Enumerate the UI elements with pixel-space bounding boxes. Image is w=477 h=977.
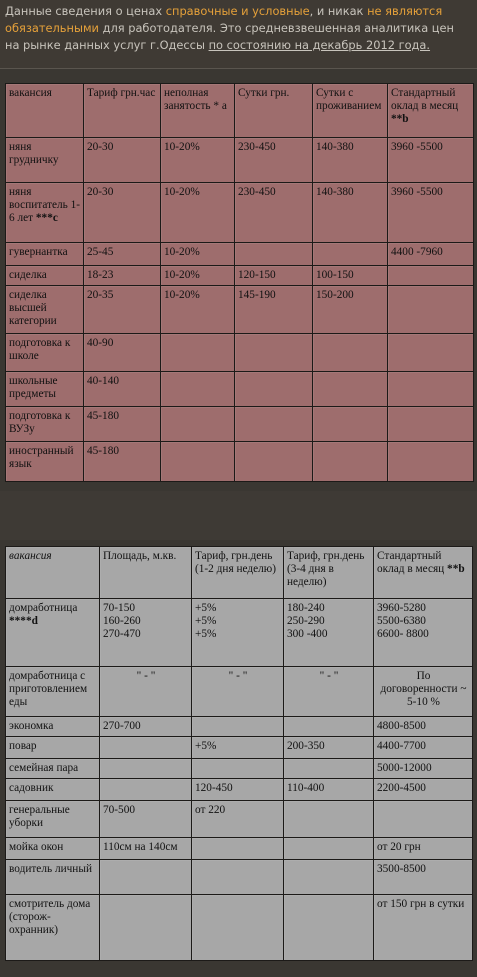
row-label-cell: семейная пара	[6, 759, 100, 779]
table-cell	[284, 759, 374, 779]
intro-part-1: Данные сведения о ценах	[5, 4, 166, 18]
table-cell: 10-20%	[161, 266, 235, 286]
table-row	[6, 717, 473, 737]
table-cell: 10-20%	[161, 183, 235, 243]
table-cell	[100, 895, 192, 961]
table-cell: 3960 -5500	[388, 138, 474, 183]
table-row	[6, 286, 474, 334]
table-cell: 145-190	[235, 286, 313, 334]
table-cell	[161, 407, 235, 442]
column-header: Тариф грн.час	[84, 84, 161, 138]
intro-text	[0, 0, 477, 68]
table-cell	[235, 372, 313, 407]
row-label-cell: домработница с приготовлением еды	[6, 667, 100, 717]
table-cell: 45-180	[84, 407, 161, 442]
table-cell	[192, 838, 284, 860]
table-row	[6, 801, 473, 838]
row-label-cell: няня воспитатель 1-6 лет ***c	[6, 183, 84, 243]
housekeeping-prices-table	[5, 546, 473, 961]
column-header: Тариф, грн.день (1-2 дня неделю)	[192, 547, 284, 599]
intro-part-2: , и никак	[309, 4, 368, 18]
table-cell: 40-90	[84, 334, 161, 372]
row-label-cell: генеральные уборки	[6, 801, 100, 838]
table-cell: " - "	[100, 667, 192, 717]
column-header: Стандартный оклад в месяц **b	[374, 547, 473, 599]
table-cell	[313, 243, 388, 266]
table-cell	[313, 372, 388, 407]
table-cell	[388, 372, 474, 407]
table-cell	[235, 442, 313, 482]
table-cell: 4800-8500	[374, 717, 473, 737]
table-cell: 70-150 160-260 270-470	[100, 599, 192, 667]
table-cell: 110-400	[284, 779, 374, 801]
table-row	[6, 442, 474, 482]
table-row	[6, 407, 474, 442]
row-label-cell: подготовка к школе	[6, 334, 84, 372]
table-cell	[388, 286, 474, 334]
table-cell: 3960 -5500	[388, 183, 474, 243]
table-cell: +5%	[192, 737, 284, 759]
table-cell: 18-23	[84, 266, 161, 286]
intro-highlight-not-mandatory: не являются обязательными	[5, 4, 443, 35]
table-cell: 150-200	[313, 286, 388, 334]
table-cell	[374, 801, 473, 838]
table-cell: 3960-5280 5500-6380 6600- 8800	[374, 599, 473, 667]
row-label-cell: домработница ****d	[6, 599, 100, 667]
table-row	[6, 243, 474, 266]
table-cell	[313, 442, 388, 482]
row-label-cell: подготовка к ВУЗу	[6, 407, 84, 442]
table-row	[6, 895, 473, 961]
table-cell: 10-20%	[161, 243, 235, 266]
table-cell	[192, 717, 284, 737]
table-cell	[284, 860, 374, 895]
table-cell	[313, 334, 388, 372]
table-cell: 140-380	[313, 138, 388, 183]
table-cell	[192, 895, 284, 961]
footnote-marker: ****d	[9, 615, 38, 627]
nanny-prices-table	[5, 83, 474, 482]
table-cell	[284, 895, 374, 961]
table-cell: 20-35	[84, 286, 161, 334]
table-cell	[235, 243, 313, 266]
table-cell: от 150 грн в сутки	[374, 895, 473, 961]
table-cell: 140-380	[313, 183, 388, 243]
table-cell: 70-500	[100, 801, 192, 838]
table-row	[6, 599, 473, 667]
table-cell	[388, 407, 474, 442]
table-cell: 10-20%	[161, 138, 235, 183]
column-header: Сутки с проживанием	[313, 84, 388, 138]
table-cell	[388, 266, 474, 286]
row-label-cell: повар	[6, 737, 100, 759]
column-header: Сутки грн.	[235, 84, 313, 138]
table-cell: 2200-4500	[374, 779, 473, 801]
table-cell	[388, 442, 474, 482]
table-cell: 4400-7700	[374, 737, 473, 759]
row-label-cell: няня грудничку	[6, 138, 84, 183]
table-cell	[161, 334, 235, 372]
footnote-marker: ***c	[35, 212, 58, 224]
table-cell: 25-45	[84, 243, 161, 266]
table-cell: 270-700	[100, 717, 192, 737]
row-label-cell: школьные предметы	[6, 372, 84, 407]
table-cell: 5000-12000	[374, 759, 473, 779]
table-cell: 120-150	[235, 266, 313, 286]
header-row	[6, 84, 474, 138]
table-row	[6, 737, 473, 759]
footnote-marker: **b	[391, 113, 409, 125]
table-cell: 3500-8500	[374, 860, 473, 895]
table-cell	[235, 334, 313, 372]
table-cell	[161, 372, 235, 407]
table-cell: 120-450	[192, 779, 284, 801]
table-row	[6, 667, 473, 717]
header-row	[6, 547, 473, 599]
row-label-cell: иностранный язык	[6, 442, 84, 482]
column-header: Тариф, грн.день (3-4 дня в неделю)	[284, 547, 374, 599]
row-label-cell: сиделка высшей категории	[6, 286, 84, 334]
table-cell	[100, 779, 192, 801]
row-label-cell: гувернантка	[6, 243, 84, 266]
intro-part-3: для работодателя. Это средневзвешенная аналитика цен на рынке данных услуг г.Одессы	[5, 21, 454, 52]
table-cell	[284, 801, 374, 838]
table-cell: 10-20%	[161, 286, 235, 334]
table-row	[6, 183, 474, 243]
table-cell: 230-450	[235, 183, 313, 243]
table-cell	[100, 737, 192, 759]
table-cell: от 220	[192, 801, 284, 838]
column-header: Площадь, м.кв.	[100, 547, 192, 599]
table-cell	[192, 759, 284, 779]
table-cell	[284, 717, 374, 737]
row-label-cell: смотритель дома (сторож-охранник)	[6, 895, 100, 961]
table-row	[6, 759, 473, 779]
table-row	[6, 779, 473, 801]
column-header: вакансия	[6, 547, 100, 599]
footnote-marker: **b	[447, 563, 465, 575]
table-row	[6, 860, 473, 895]
table-cell: " - "	[284, 667, 374, 717]
table-cell: от 20 грн	[374, 838, 473, 860]
table-row	[6, 138, 474, 183]
row-label-cell: сиделка	[6, 266, 84, 286]
row-label-cell: экономка	[6, 717, 100, 737]
table-cell: 230-450	[235, 138, 313, 183]
table-cell	[192, 860, 284, 895]
column-header: неполная занятость * а	[161, 84, 235, 138]
table-cell: 20-30	[84, 183, 161, 243]
column-header: вакансия	[6, 84, 84, 138]
table-cell	[235, 407, 313, 442]
row-label-cell: водитель личный	[6, 860, 100, 895]
table-row	[6, 266, 474, 286]
table-cell	[161, 442, 235, 482]
table-cell: 20-30	[84, 138, 161, 183]
table-cell	[284, 838, 374, 860]
table-cell: +5% +5% +5%	[192, 599, 284, 667]
column-header: Стандартный оклад в месяц **b	[388, 84, 474, 138]
table-row	[6, 334, 474, 372]
table-cell	[313, 407, 388, 442]
row-label-cell: садовник	[6, 779, 100, 801]
table-cell	[100, 759, 192, 779]
table-row	[6, 838, 473, 860]
table-cell: 180-240 250-290 300 -400	[284, 599, 374, 667]
table-row	[6, 372, 474, 407]
table-cell: 4400 -7960	[388, 243, 474, 266]
table-cell: " - "	[192, 667, 284, 717]
table-cell: 200-350	[284, 737, 374, 759]
table-cell	[388, 334, 474, 372]
table-cell: По договоренности ~ 5-10 %	[374, 667, 473, 717]
table-cell: 110см на 140см	[100, 838, 192, 860]
table-cell: 40-140	[84, 372, 161, 407]
table-cell: 45-180	[84, 442, 161, 482]
table-cell: 100-150	[313, 266, 388, 286]
row-label-cell: мойка окон	[6, 838, 100, 860]
table-cell	[100, 860, 192, 895]
intro-date-link[interactable]: по состоянию на декабрь 2012 года.	[208, 38, 431, 52]
intro-highlight-reference: справочные и условные	[165, 4, 310, 18]
